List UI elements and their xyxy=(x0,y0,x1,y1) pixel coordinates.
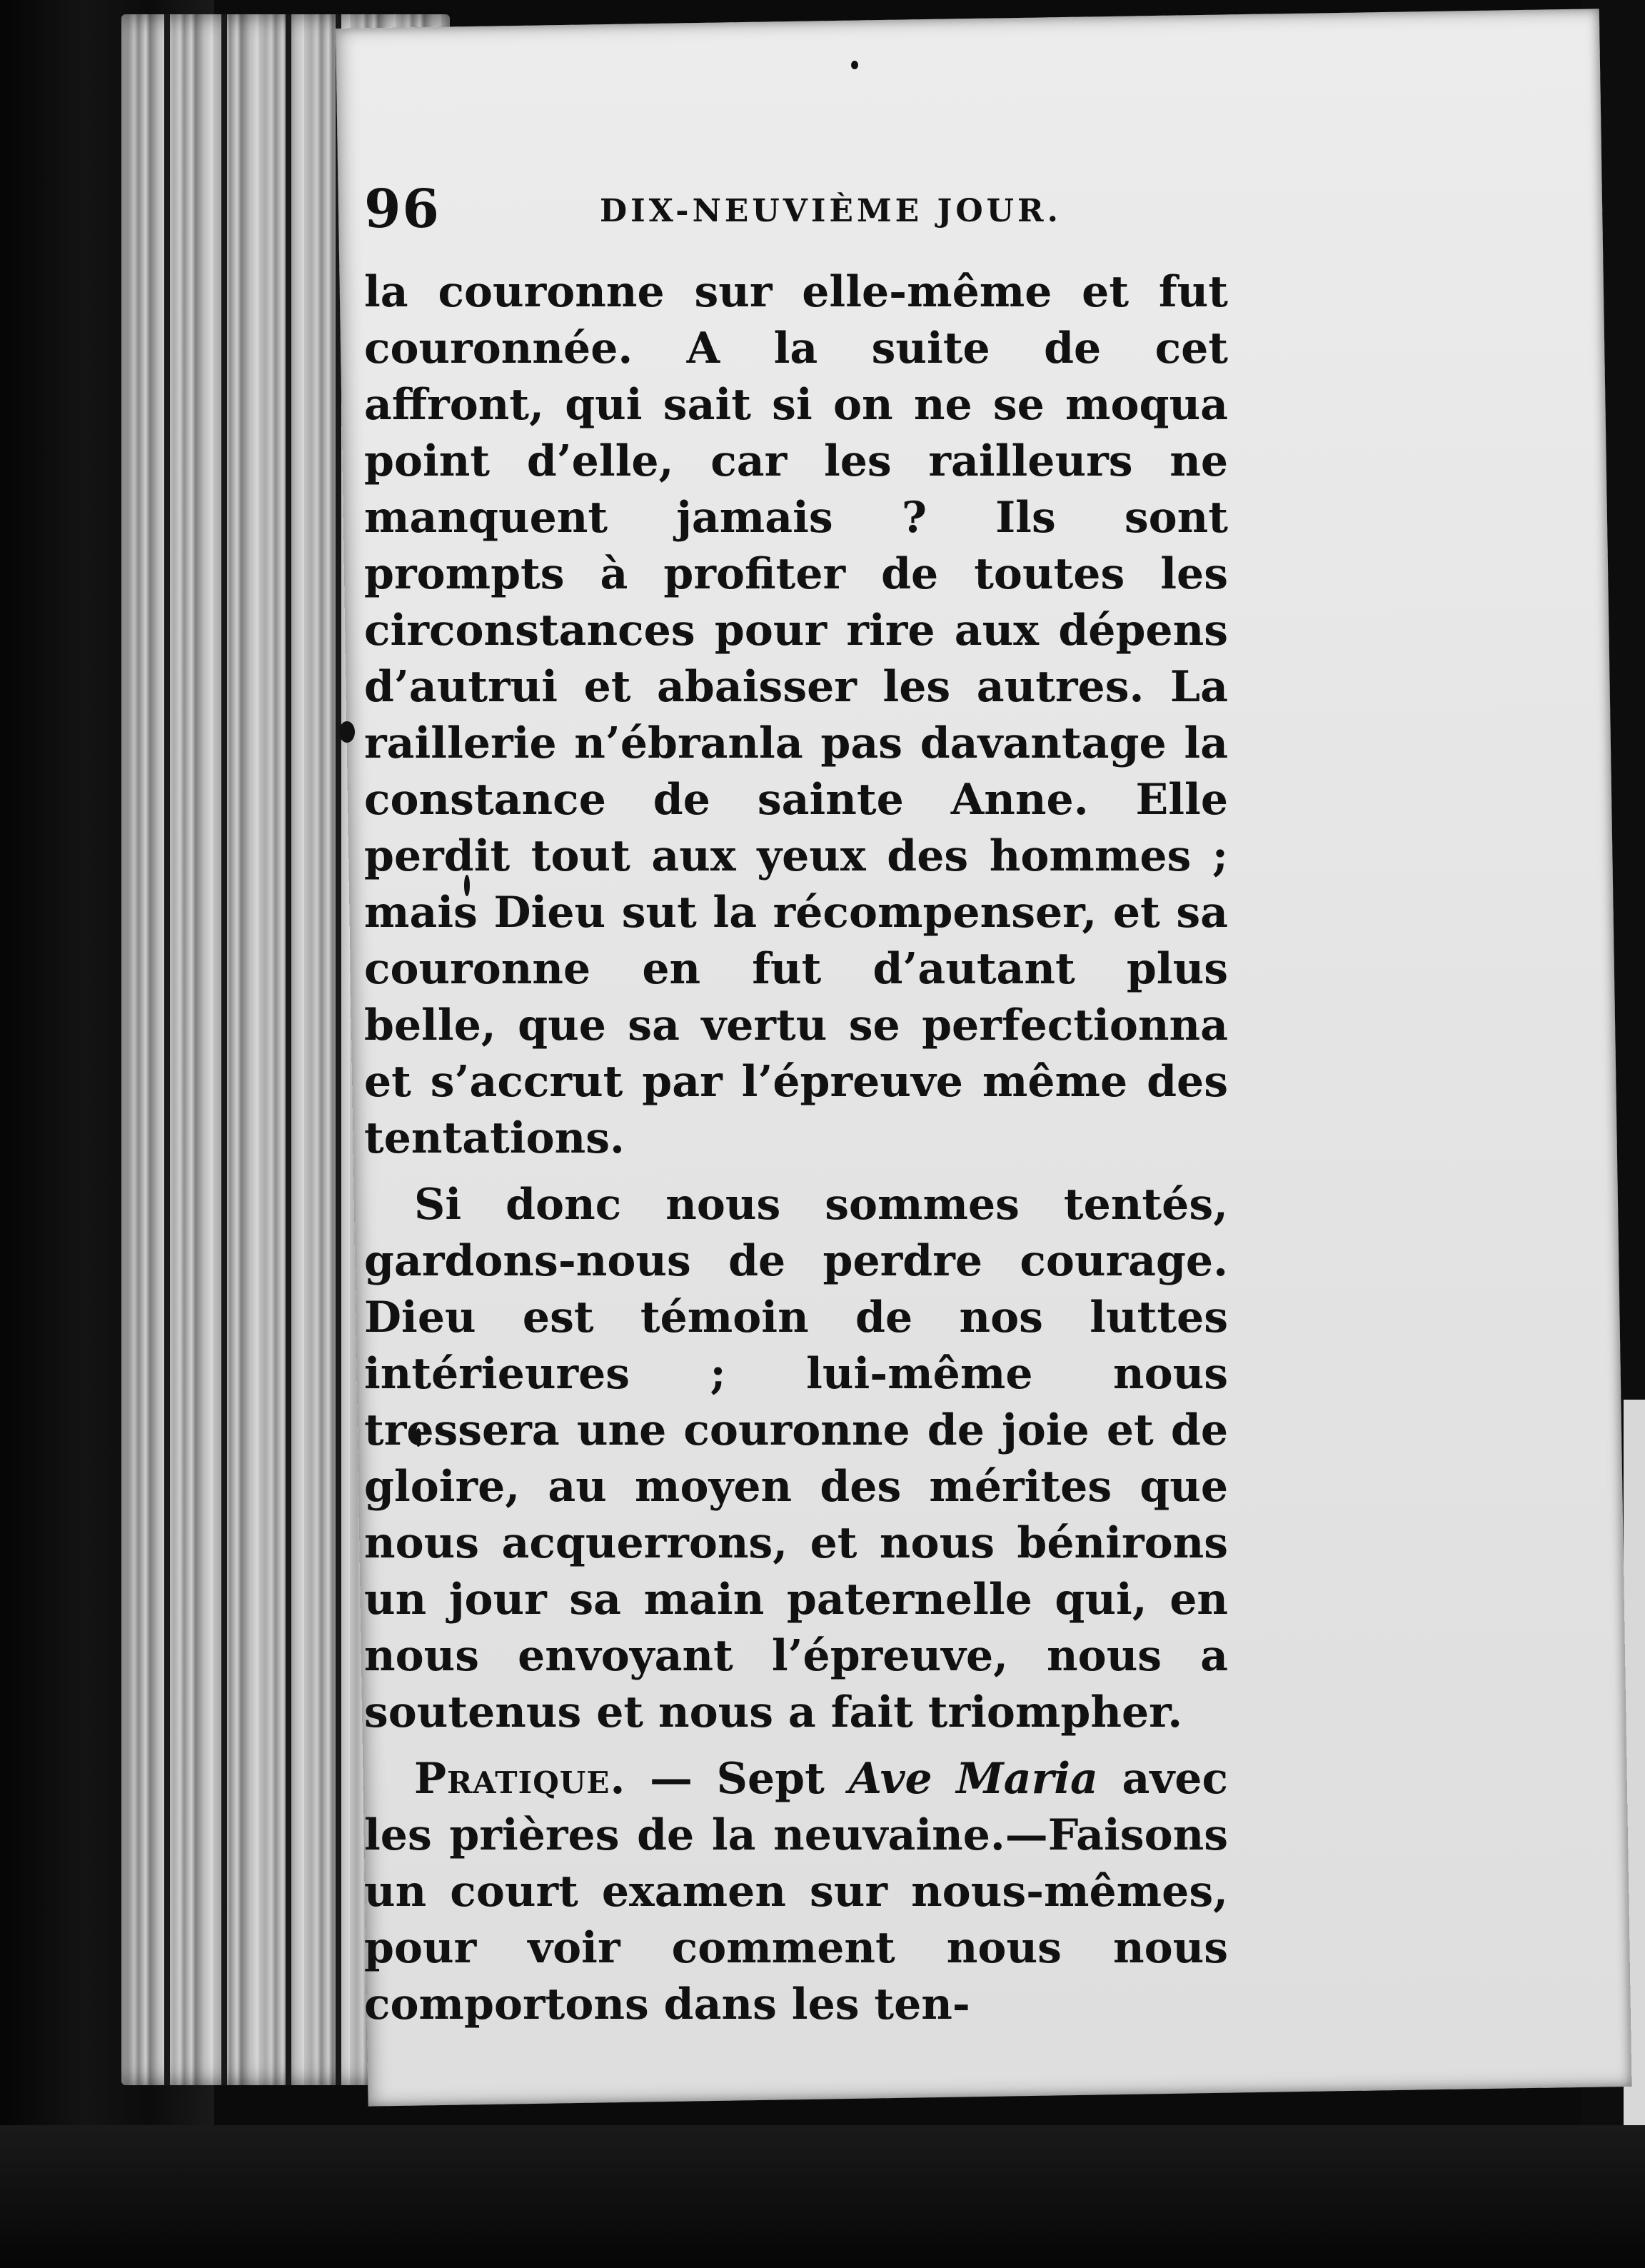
pratique-italic: Ave Maria xyxy=(848,1754,1098,1804)
bottom-shadow xyxy=(0,2125,1645,2268)
paragraph-2: Si donc nous sommes tentés, gardons-nous de perdre courage. Dieu est témoin de nos luttes intérieures ; lui-même nous tressera une couronne de joie et de gloire, au moyen des mérites que nous acquerrons, et nous bénirons un jour sa main paternelle qui, en nous envoyant l’épreuve, nous a soutenus et nous a fait triompher. xyxy=(364,1180,1228,1737)
pratique-paragraph xyxy=(364,1751,1228,2033)
paragraph-1: la couronne sur elle-même et fut couronnée. A la suite de cet affront, qui sait si on ne se moqua point d’elle, car les railleurs ne manquent jamais ? Ils sont prompts à profiter de toutes les circonstances pour rire aux dépens d’autrui et abaisser les autres. La raillerie n’ébranla pas davantage la constance de sainte Anne. Elle perdit tout aux yeux des hommes ; mais Dieu sut la récompenser, et sa couronne en fut d’autant plus belle, que sa vertu se perfectionna et s’accrut par l’épreuve même des tentations. xyxy=(364,267,1228,1163)
pratique-dash: — Sept xyxy=(625,1754,849,1804)
chapter-title: DIX-NEUVIÈME JOUR. xyxy=(600,193,1062,229)
running-head xyxy=(364,100,1228,240)
pratique-label: Pratique. xyxy=(414,1754,626,1804)
page-number: 96 xyxy=(364,179,441,240)
page-content xyxy=(364,100,1228,2043)
pratique-rest: avec les prières de la neuvaine.—Faisons un court examen sur nous-mêmes, pour voir comment nous nous comportons dans les ten- xyxy=(364,1754,1228,2029)
body-text xyxy=(364,264,1228,2033)
